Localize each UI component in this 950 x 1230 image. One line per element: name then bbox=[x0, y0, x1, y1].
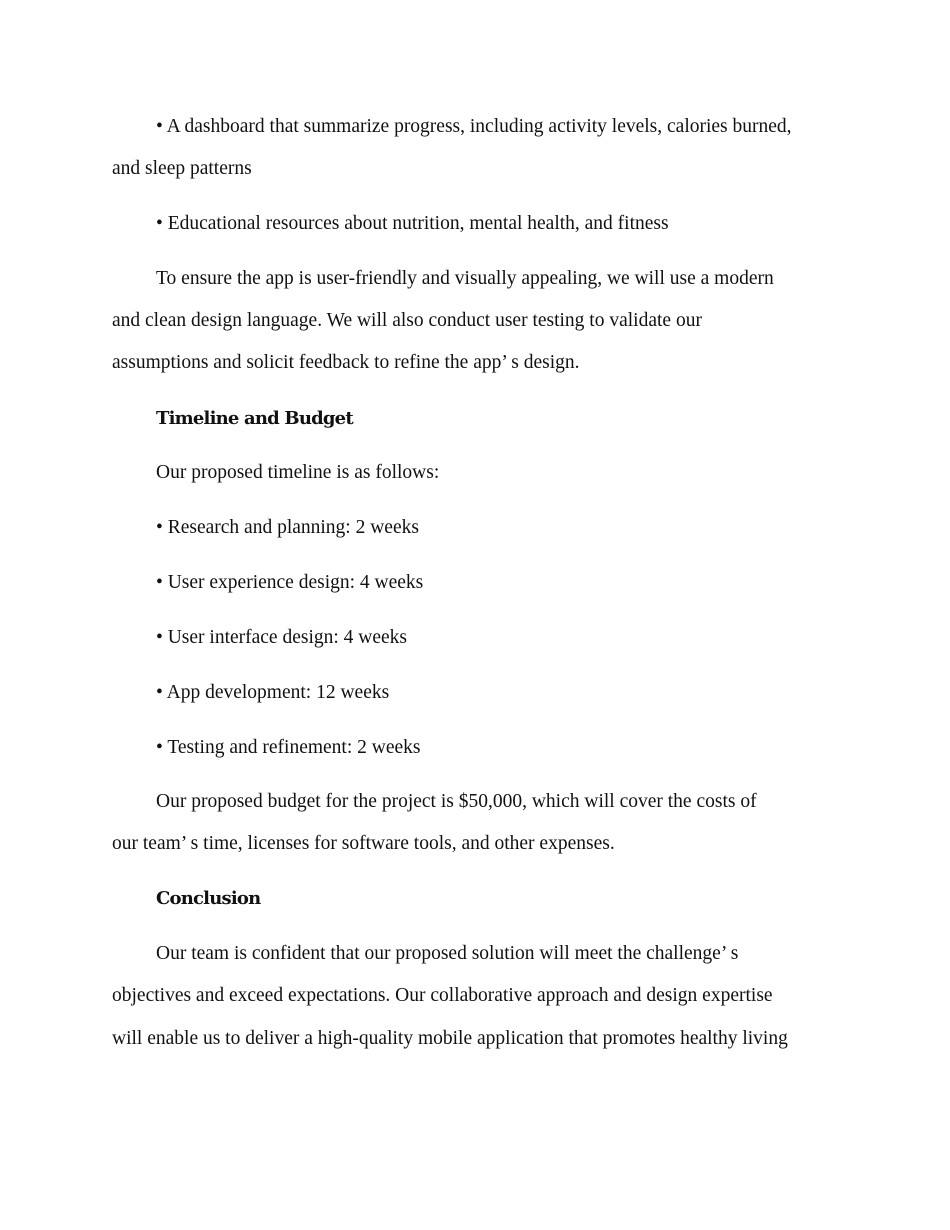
dashboard-bullet-line-2: and sleep patterns bbox=[112, 158, 252, 179]
education-bullet: • Educational resources about nutrition, mental health, and fitness bbox=[156, 213, 669, 234]
timeline-item-ui-design: • User interface design: 4 weeks bbox=[156, 627, 408, 648]
timeline-item-development: • App development: 12 weeks bbox=[156, 682, 390, 703]
timeline-heading: Timeline and Budget bbox=[156, 408, 353, 429]
conclusion-paragraph-line-3: will enable us to deliver a high-quality mobile application that promotes healthy living bbox=[112, 1028, 788, 1049]
timeline-item-research: • Research and planning: 2 weeks bbox=[156, 517, 419, 538]
timeline-item-testing: • Testing and refinement: 2 weeks bbox=[156, 737, 421, 758]
conclusion-paragraph-line-2: objectives and exceed expectations. Our collaborative approach and design expertise bbox=[112, 985, 773, 1006]
budget-paragraph-line-2: our team’ s time, licenses for software tools, and other expenses. bbox=[112, 833, 615, 854]
conclusion-paragraph-line-1: Our team is confident that our proposed solution will meet the challenge’ s bbox=[156, 943, 739, 964]
conclusion-heading: Conclusion bbox=[156, 888, 261, 909]
timeline-intro: Our proposed timeline is as follows: bbox=[156, 462, 440, 483]
design-paragraph-line-2: and clean design language. We will also conduct user testing to validate our bbox=[112, 310, 702, 331]
timeline-item-ux-design: • User experience design: 4 weeks bbox=[156, 572, 424, 593]
design-paragraph-line-1: To ensure the app is user-friendly and visually appealing, we will use a modern bbox=[156, 268, 774, 289]
dashboard-bullet-line-1: • A dashboard that summarize progress, including activity levels, calories burned, bbox=[156, 116, 792, 137]
budget-paragraph-line-1: Our proposed budget for the project is $50,000, which will cover the costs of bbox=[156, 791, 757, 812]
design-paragraph-line-3: assumptions and solicit feedback to refine the app’ s design. bbox=[112, 352, 580, 373]
